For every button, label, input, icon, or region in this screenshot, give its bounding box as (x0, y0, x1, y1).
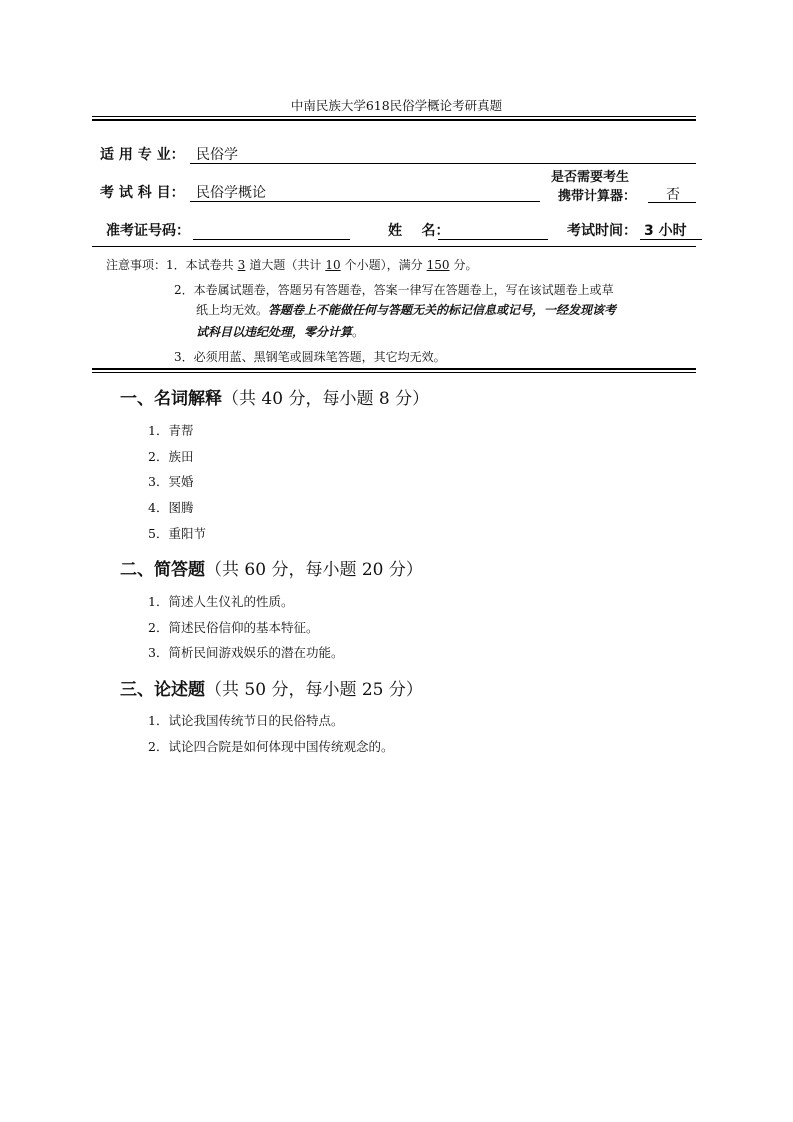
name-underline (438, 239, 548, 240)
notice-1-text-c: 个小题），满分 (344, 258, 423, 272)
exam-id-label: 准考证号码： (106, 223, 190, 239)
time-underline (640, 239, 702, 240)
notice-item-1 (106, 255, 478, 275)
list-item: 4．图腾 (148, 500, 194, 515)
section-2-heading: 二、简答题 (120, 560, 205, 580)
notice-1-text-d: 分。 (453, 258, 478, 272)
header-rule-top (92, 116, 696, 117)
time-value: 3 小时 (644, 223, 687, 239)
notice-2-text-emphasis-end: 试科目以违纪处理，零分计算 (196, 325, 353, 339)
list-item: 2．试论四合院是如何体现中国传统观念的。 (148, 739, 394, 754)
list-item: 5．重阳节 (148, 526, 206, 541)
notice-rule-bottom (92, 372, 696, 373)
subject-label: 考 试 科 目： (100, 185, 185, 201)
notice-2-text-line1: 本卷属试题卷，答题另有答题卷，答案一律写在答题卷上，写在该试题卷上或草 (193, 283, 614, 297)
header-rule-bottom (92, 119, 696, 121)
list-item: 2．简述民俗信仰的基本特征。 (148, 620, 319, 635)
list-item: 1．简述人生仪礼的性质。 (148, 594, 294, 609)
notice-1-num: 1． (166, 258, 186, 272)
notice-1-text-b: 道大题（共计 (249, 258, 322, 272)
exam-id-underline (193, 239, 350, 240)
subject-value: 民俗学概论 (196, 185, 266, 201)
notice-2-text-plain: 纸上均无效。 (196, 303, 269, 317)
notice-1-text-a: 本试卷共 (185, 258, 234, 272)
notice-question-count: 3 (237, 258, 246, 272)
major-underline (190, 163, 696, 164)
notice-total-score: 150 (426, 258, 450, 272)
document-header-title: 中南民族大学618民俗学概论考研真题 (290, 98, 503, 113)
notice-3-num: 3． (174, 350, 194, 364)
list-item: 3．简析民间游戏娱乐的潜在功能。 (148, 645, 344, 660)
notice-2-num: 2． (174, 283, 194, 297)
section-1-heading: 一、名词解释 (120, 389, 222, 409)
calculator-value: 否 (666, 187, 680, 203)
time-label: 考试时间： (567, 223, 637, 239)
calculator-label-line2: 携带计算器： (558, 189, 637, 204)
major-value: 民俗学 (196, 147, 238, 163)
notice-prefix: 注意事项： (106, 258, 167, 272)
list-item: 3．冥婚 (148, 474, 194, 489)
section-3-score: （共 50 分，每小题 25 分） (205, 680, 423, 700)
subject-underline (190, 201, 540, 202)
section-1-score: （共 40 分，每小题 8 分） (222, 389, 430, 409)
section-2-title (120, 555, 423, 580)
list-item: 1．青帮 (148, 423, 194, 438)
list-item: 1．试论我国传统节日的民俗特点。 (148, 713, 344, 728)
notice-item-3 (174, 347, 446, 367)
section-3-title (120, 675, 423, 700)
notice-item-2-line2 (196, 300, 616, 320)
notice-rule-top (92, 368, 696, 370)
notice-3-text: 必须用蓝、黑钢笔或圆珠笔答题，其它均无效。 (193, 350, 446, 364)
notice-2-text-emphasis: 答题卷上不能做任何与答题无关的标记信息或记号，一经发现该考 (268, 303, 617, 317)
calculator-underline (648, 202, 696, 203)
notice-subquestion-count: 10 (325, 258, 341, 272)
info-rule (92, 246, 696, 247)
major-label: 适 用 专 业： (100, 147, 185, 163)
calculator-label-line1: 是否需要考生 (551, 170, 630, 185)
section-3-heading: 三、论述题 (120, 680, 205, 700)
section-2-score: （共 60 分，每小题 20 分） (205, 560, 423, 580)
name-label: 姓 名： (388, 223, 450, 239)
notice-2-text-end: 。 (352, 325, 365, 339)
section-1-title (120, 384, 429, 409)
notice-item-2-line1 (174, 280, 614, 300)
list-item: 2．族田 (148, 449, 194, 464)
notice-item-2-line3 (196, 322, 364, 342)
